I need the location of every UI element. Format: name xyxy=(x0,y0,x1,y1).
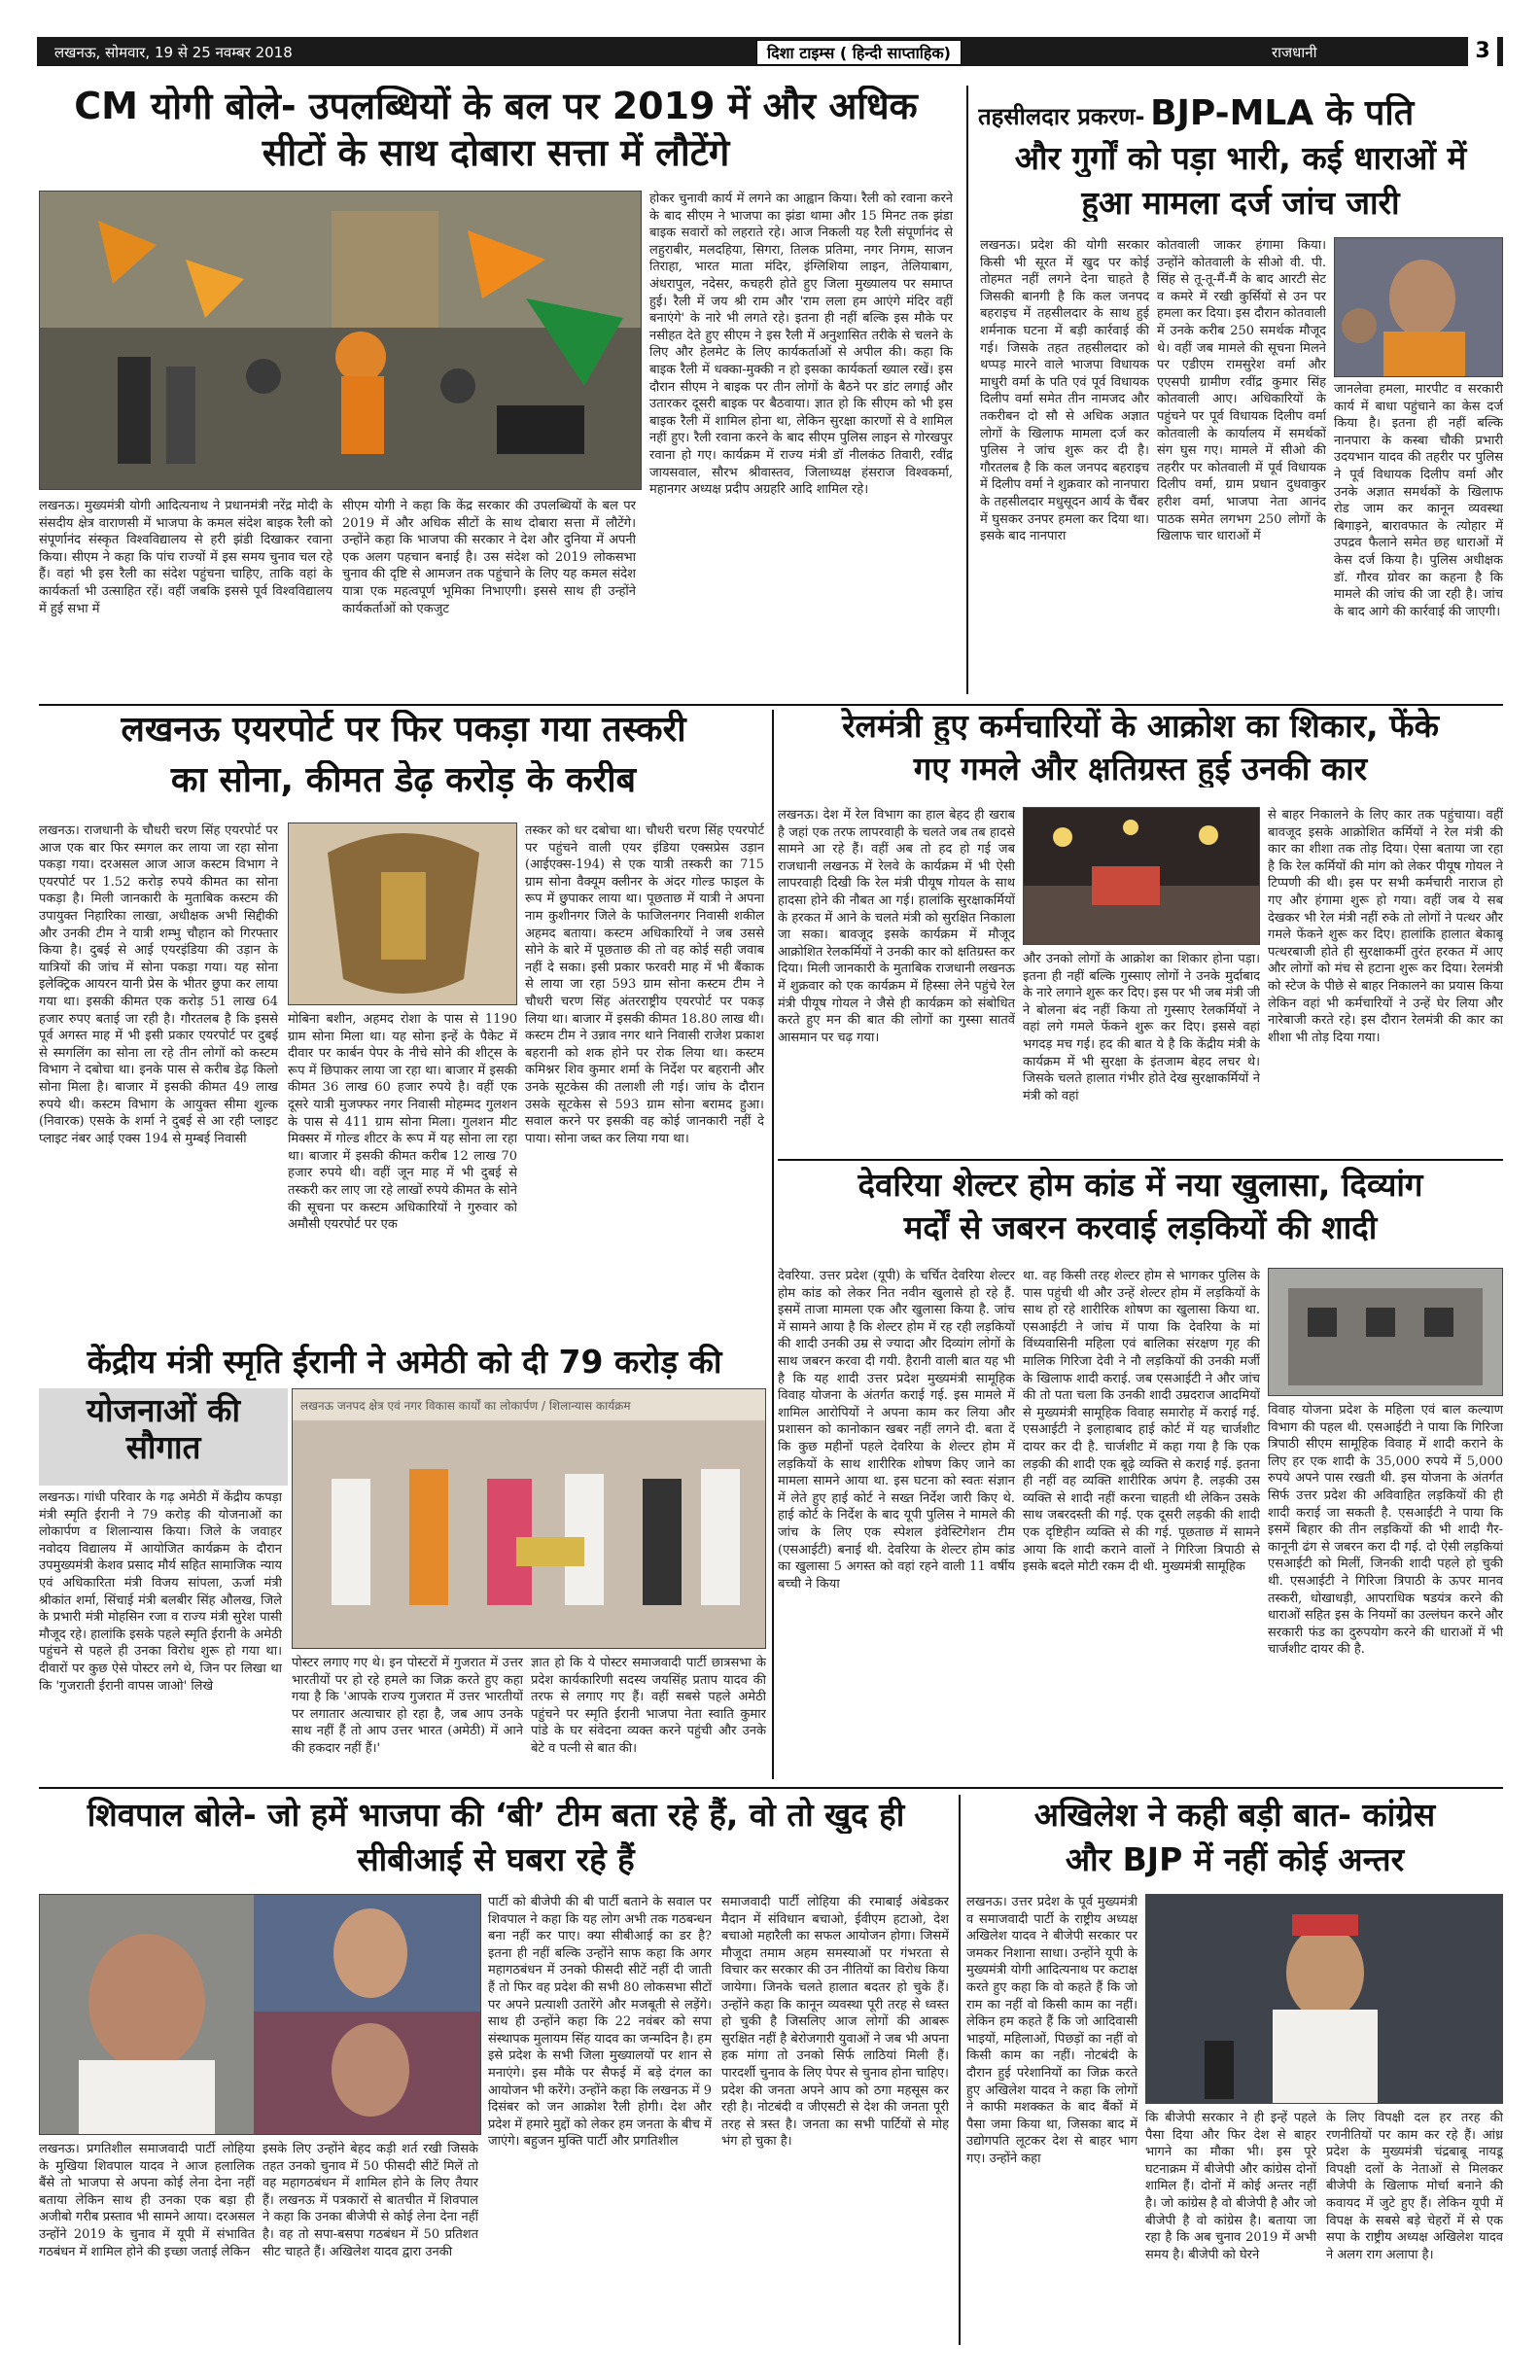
article-akhilesh-col-2: कि बीजेपी सरकार ने ही इन्हें पहले पैसा दिया और फिर देश से बाहर भागने का मौका भी। इस पूरे घटनाक्रम में बीजेपी और कांग्रेस दोनों शामिल हैं। दोनों में कोई अन्तर नहीं है। जो कांग्रेस है वो बीजेपी है और जो बीजेपी है वो कांग्रेस है। बताया जा रहा है कि अब चुनाव 2019 में अभी समय है। बीजेपी को घेरने xyxy=(1145,2111,1316,2262)
article-akhilesh-col-3: के लिए विपक्षी दल हर तरह की रणनीतियों पर काम कर रहे हैं। आंध्र प्रदेश के मुख्यमंत्री चंद्रबाबू नायडू विपक्षी दलों के नेताओं से मिलकर बीजेपी के खिलाफ मोर्चा बनाने की कवायद में जुटे हुए हैं। लेकिन यूपी में विपक्ष के सबसे बड़े चेहरों में से एक सपा के राष्ट्रीय अध्यक्ष अखिलेश यादव ने अलग राग अलापा है। xyxy=(1326,2111,1503,2262)
article-airport-gold-col-3: तस्कर को धर दबोचा था। चौधरी चरण सिंह एयरपोर्ट पर पहुंचने वाली एयर इंडिया एक्सप्रेस उड़ान (आईएक्स-194) से एक यात्री तस्करी का 715 ग्राम सोना वैक्यूम क्लीनर के अंदर गोल्ड फाइल के रूप में छुपाकर लाया था। पूछताछ में यात्री ने अपना नाम कुशीनगर जिले के फाजिलनगर निवासी शकील अहमद बताया। कस्टम अधिकारियों ने जब उससे सोने के बारे में पूछताछ की तो वह कोई सही जवाब नहीं दे सका। इसी प्रकार फरवरी माह में भी बैंकाक से लाया जा रहा 593 ग्राम सोना कस्टम टीम ने चौधरी चरण सिंह अंतरराष्ट्रीय एयरपोर्ट पर पकड़ लिया था। बाजार में इसकी कीमत 18.80 लाख थी। कस्टम टीम ने उन्नाव नगर थाने निवासी राजेश प्रकाश बहरानी को शक होने पर रोक लिया था। कस्टम कमिश्नर शिव कुमार शर्मा के निर्देश पर बहरानी और उनके सूटकेस की तलाशी ली गई। जांच के दौरान उसके सूटकेस से 593 ग्राम सोना बरामद हुआ। सवाल करने पर इसकी वह कोई जानकारी नहीं दे पाया। सोना जब्त कर लिया गया था। xyxy=(525,823,764,1146)
article-smriti-irani-headline-box xyxy=(39,1388,288,1486)
article-deoria-shelter-headline-2: मर्दों से जबरन करवाई लड़कियों की शादी xyxy=(903,1209,1378,1246)
article-smriti-irani-headline-3: सौगात xyxy=(125,1427,201,1466)
article-cm-yogi-col-3: होकर चुनावी कार्य में लगने का आह्वान किया। रैली को रवाना करने के बाद सीएम ने भाजपा का झंडा थामा और 15 मिनट तक झंडा बाइक सवारों को लहराते रहे। आज निकली यह रैली संपूर्णानंद से लहुराबीर, मलदहिया, सिगरा, तिलक प्रतिमा, नगर निगम, साजन तिराहा, भारत माता मंदिर, इंग्लिशिया लाइन, तेलियाबाग, अंधरापुल, नदेसर, कचहरी होते हुए जिला मुख्यालय पर समाप्त हुई। रैली में जय श्री राम और 'राम लला हम आएंगे मंदिर वहीं बनाएंगे' के नारे भी लगते रहे। इतना ही नहीं बल्कि इस मौके पर नसीहत देते हुए सीएम ने इस रैली में अनुशासित तरीके से चलने के लिए और हेलमेट के लिए कार्यकर्ताओं से अपील की। कहा कि बाइक रैली में धक्का-मुक्की न हो इसका कार्यकर्ता ख्याल रखें। इस दौरान सीएम ने बाइक पर तीन लोगों के बैठने पर डांट लगाई और उतारकर दूसरी बाइक पर बैठवाया। ज्ञात हो कि सीएम को भी इस बाइक रैली में शामिल होना था, लेकिन सुरक्षा कारणों से वे शामिल नहीं हुए। रैली रवाना करने के बाद सीएम पुलिस लाइन से गोरखपुर रवाना हो गए। कार्यक्रम में राज्य मंत्री डॉ नीलकंठ तिवारी, रवींद्र जायसवाल, सौरभ श्रीवास्तव, जिलाध्यक्ष हंसराज विश्वकर्मा, महानगर अध्यक्ष प्रदीप अग्रहरि आदि शामिल रहे। xyxy=(649,192,953,498)
article-tehsildar-col-1: लखनऊ। प्रदेश की योगी सरकार किसी भी सूरत में खुद पर कोई तोहमत नहीं लगने देना चाहते है जिसकी बानगी है कि कल जनपद बहराइच में तहसीलदार के साथ हुई शर्मनाक घटना में बड़ी कार्रवाई की गई। जिसके तहत तहसीलदार को थप्पड़ मारने वाले भाजपा विधायक माधुरी वर्मा के पति एवं पूर्व विधायक दिलीप वर्मा समेत तीन नामजद और तकरीबन दो सौ से अधिक अज्ञात लोगों के खिलाफ मामला दर्ज कर पुलिस ने जांच शुरू कर दी है। गौरतलब है कि कल जनपद बहराइच में दिलीप वर्मा ने शुक्रवार को नानपारा के तहसीलदार मधुसूदन आर्य के चैंबर में घुसकर उनपर हमला कर दिया था। इसके बाद नानपारा xyxy=(980,238,1149,544)
bike-rally-photo xyxy=(39,191,642,490)
article-tehsildar-col-3 xyxy=(1334,381,1503,700)
article-tehsildar-col-2: कोतवाली जाकर हंगामा किया। उन्होंने कोतवाली के सीओ वी. पी. सिंह से तू-तू-मैं-मैं के बाद आरटी सेट व कमरे में रखी कुर्सियों से उन पर हमला कर दिया। इस दौरान कोतवाली में उनके करीब 250 समर्थक मौजूद थे। वहीं जब मामले की सूचना मिलने पर एडीएम रामसुरेश वर्मा और एएसपी ग्रामीण रवींद्र कुमार सिंह कोतवाली आए। अधिकारियों के पहुंचने पर पूर्व विधायक दिलीप वर्मा कोतवाली के कार्यालय में समर्थकों संग घुस गए। मामले में सीओ की तहरीर पर कोतवाली में पूर्व विधायक दिलीप वर्मा, ग्राम प्रधान दुधवाकुर हरीश वर्मा, भाजपा नेता आनंद पाठक समेत लगभग 250 लोगों के खिलाफ चार धाराओं में xyxy=(1157,238,1326,544)
akhilesh-yadav-photo xyxy=(1145,1894,1503,2104)
column-rule-bottom xyxy=(959,1795,961,2345)
smriti-irani-event-photo xyxy=(292,1388,766,1649)
seized-gold-photo xyxy=(288,822,517,1005)
article-smriti-irani-col-1: लखनऊ। गांधी परिवार के गढ़ अमेठी में केंद्रीय कपड़ा मंत्री स्मृति ईरानी ने 79 करोड़ की योजनाओं का लोकार्पण व शिलान्यास किया। जिले के जवाहर नवोदय विद्यालय में आयोजित कार्यक्रम के दौरान उपमुख्यमंत्री केशव प्रसाद मौर्य सहित सामाजिक न्याय एवं अधिकारिता मंत्री विजय सांपला, ऊर्जा मंत्री श्रीकांत शर्मा, सिंचाई मंत्री बलबीर सिंह औलख, जिले के प्रभारी मंत्री मोहसिन रजा व राज्य मंत्री सुरेश पासी मौजूद रहे। हालांकि इसके पहले स्मृति ईरानी के अमेठी पहुंचने से पहले ही उनका विरोध शुरू हो गया था। दीवारों पर कुछ ऐसे पोस्टर लगे थे, जिन पर लिखा था कि 'गुजराती ईरानी वापस जाओ' लिखे xyxy=(39,1490,282,1694)
article-rail-minister-col-2: और उनको लोगों के आक्रोश का शिकार होना पड़ा। इतना ही नहीं बल्कि गुस्साए लोगों ने उनके मुर्दाबाद के नारे लगाने शुरू कर दिए। इस पर भी जब मंत्री जी ने बोलना बंद नहीं किया तो गुस्साए रेलकर्मियों ने वहां लगे गमले फेंकने शुरू कर दिए। इससे वहां भगदड़ मच गई। हद की बात ये है कि केंद्रीय मंत्री के कार्यक्रम में भी सुरक्षा के इंतजाम बेहद लचर थे। जिसके चलते हालात गंभीर होते देख सुरक्षाकर्मियों ने मंत्री को वहां xyxy=(1023,952,1260,1103)
section-rule-2 xyxy=(778,1159,1503,1161)
shivpal-akhilesh-mayawati-photo-illustration xyxy=(40,1895,481,2135)
article-smriti-irani-col-3: ज्ञात हो कि ये पोस्टर समाजवादी पार्टी छात्रसभा के प्रदेश कार्यकारिणी सदस्य जयसिंह प्रताप यादव की तरफ से लगाए गए हैं। वहीं सबसे पहले अमेठी पहुंचने पर स्मृति ईरानी भाजपा नेता स्वाति कुमार पांडे के घर संवेदना व्यक्त करने पहुंची और उनके बेटे व पत्नी से बात की। xyxy=(531,1656,766,1756)
shelter-home-building-photo xyxy=(1268,1268,1503,1396)
header-page-number: 3 xyxy=(1468,37,1497,66)
article-shivpal-headline-2: सीबीआई से घबरा रहे हैं xyxy=(357,1841,635,1878)
header-paper-name: दिशा टाइम्स ( हिन्दी साप्ताहिक) xyxy=(756,40,962,65)
section-rule-1 xyxy=(39,704,1503,706)
article-airport-gold-col-2-text: यह सोना इन्हें के पैकेट में दीवार पर कार्बन पेपर के नीचे सोने की शीट्स के रूप में छिपाकर लाया जा रहा था। बाजार में इसकी कीमत 36 लाख 60 हजार रुपये है। वहीं एक दूसरे यात्री मुजफ्फर नगर निवासी मोहम्मद गुलशन के पास से 411 ग्राम सोना मिला। गुलशन मीट मिक्सर में गोल्ड शीटर के रूप में यह सोना ला रहा था। बाजार में इसकी कीमत करीब 12 लाख 70 हजार रुपये थी। वहीं जून माह में भी दुबई से तस्करी कर लाए जा रहे लाखों रुपये कीमत के सोने की सूचना पर कस्टम अधिकारियों ने गुरुवार को अमौसी एयरपोर्ट पर एक xyxy=(288,1029,517,1233)
article-shivpal-col-3: पार्टी को बीजेपी की बी पार्टी बताने के सवाल पर शिवपाल ने कहा कि यह लोग अभी तक गठबन्धन बना नहीं कर पाए। क्या सीबीआई का डर है? इतना ही नहीं बल्कि उन्होंने साफ कहा कि अगर महागठबंधन में उनको फीसदी सीटें नहीं दी जाती हैं तो फिर वह प्रदेश की सभी 80 लोकसभा सीटों पर अपने प्रत्याशी उतारेंगे और मजबूती से लड़ेंगे। साथ ही उन्होंने कहा कि 22 नवंबर को सपा संस्थापक मुलायम सिंह यादव का जन्मदिन है। हम इसे प्रदेश के सभी जिला मुख्यालयों पर शान से मनाएंगे। इस मौके पर सैफई में बड़े दंगल का आयोजन भी करेंगे। उन्होंने कहा कि लखनऊ में 9 दिसंबर को जन आक्रोश रैली होगी। देश और प्रदेश में हमारे मुद्दों को लेकर हम जनता के बीच में जाएंगे। बहुजन मुक्ति पार्टी और प्रगतिशील xyxy=(488,1895,712,2150)
article-smriti-irani-headline-2: योजनाओं की xyxy=(86,1391,241,1429)
shelter-home-building-photo-illustration xyxy=(1269,1269,1503,1396)
article-deoria-shelter-col-2: था. वह किसी तरह शेल्टर होम से भागकर पुलिस के पास पहुंची थी और उन्हें शेल्टर होम में लड़कियों के साथ हो रहे शारीरिक शोषण का खुलासा किया था. एसआईटी ने जांच में पाया कि देवरिया के मां विंध्यवासिनी महिला एवं बालिका संरक्षण गृह की मालिक गिरिजा देवी ने नौ लड़कियों की उनकी मर्जी के खिलाफ शादी कराई. जब एसआईटी ने और जांच की तो पता चला कि उनकी शादी उम्रदराज आदमियों से मुख्यमंत्री सामूहिक विवाह समारोह में कराई गई. एसआईटी ने इलाहाबाद हाई कोर्ट में यह चार्जशीट दायर कर दी है. चार्जशीट में कहा गया है कि एक लड़की की शादी एक बूढ़े व्यक्ति से कराई गई. इतना ही नहीं वह व्यक्ति शारीरिक अपंग है. लड़की उस व्यक्ति से शादी नहीं करना चाहती थी लेकिन उसके साथ जबरदस्ती की गई. एक दूसरी लड़की की शादी एक दृष्टिहीन व्यक्ति से की गई. पूछताछ में सामने आया कि शादी कराने वालों ने गिरिजा त्रिपाठी से इसके बदले मोटी रकम दी थी. मुख्यमंत्री सामूहिक xyxy=(1023,1269,1260,1575)
article-cm-yogi-headline-1: CM योगी बोले- उपलब्धियों के बल पर 2019 में और अधिक xyxy=(74,86,918,127)
article-smriti-irani-headline-1: केंद्रीय मंत्री स्मृति ईरानी ने अमेठी को दी 79 करोड़ की xyxy=(87,1344,722,1381)
bjp-mla-husband-photo-illustration xyxy=(1335,238,1503,377)
article-akhilesh-col-1: लखनऊ। उत्तर प्रदेश के पूर्व मुख्यमंत्री व समाजवादी पार्टी के राष्ट्रीय अध्यक्ष अखिलेश यादव ने बीजेपी सरकार पर जमकर निशाना साधा। उन्होंने यूपी के मुख्यमंत्री योगी आदित्यनाथ पर कटाक्ष करते हुए कहा कि वो कहते हैं कि जो राम का नहीं वो किसी काम का नहीं। लेकिन हम कहते हैं कि जो आदिवासी भाइयों, महिलाओं, पिछड़ों का नहीं वो किसी काम का नहीं। नोटबंदी के दौरान हुई परेशानियों का जिक्र करते हुए अखिलेश यादव ने कहा कि लोगों ने काफी मशक्कत के बाद बैंकों में पैसा जमा किया था, जिसका बाद में उद्योगपति लूटकर देश से बाहर भाग गए। उन्होंने कहा xyxy=(966,1895,1138,2166)
bike-rally-photo-illustration xyxy=(40,192,642,490)
article-akhilesh-headline-2: और BJP में नहीं कोई अन्तर xyxy=(1065,1841,1405,1878)
article-smriti-irani-col-2: पोस्टर लगाए गए थे। इन पोस्टरों में गुजरात में उत्तर भारतीयों पर हो रहे हमले का जिक्र करते हुए कहा गया है कि 'आपके राज्य गुजरात में उत्तर भारतीयों पर लगातार अत्याचार हो रहा है, जब आप उनके साथ नहीं हैं तो आप उत्तर भारत (अमेठी) में आने की हकदार नहीं हैं।' xyxy=(292,1656,523,1756)
article-tehsildar-headline-line-1 xyxy=(978,93,1503,133)
article-airport-gold-headline-1: लखनऊ एयरपोर्ट पर फिर पकड़ा गया तस्करी xyxy=(121,710,686,750)
seized-gold-photo-illustration xyxy=(289,823,517,1005)
rail-minister-protest-photo-illustration xyxy=(1024,808,1260,945)
rail-minister-protest-photo xyxy=(1023,807,1260,945)
article-shivpal-headline-1: शिवपाल बोले- जो हमें भाजपा की ‘बी’ टीम बता रहे हैं, वो तो खुद ही xyxy=(87,1797,905,1834)
column-rule-top xyxy=(966,86,968,694)
article-tehsildar-headline-3: हुआ मामला दर्ज जांच जारी xyxy=(1081,185,1400,222)
header-section: राजधानी xyxy=(1272,44,1317,61)
column-rule-middle xyxy=(772,710,774,1779)
article-cm-yogi-headline-2: सीटों के साथ दोबारा सत्ता में लौटेंगे xyxy=(262,132,730,174)
article-airport-gold-photo-caption: मोबिना बशीन, अहमद रोशा के पास से 1190 ग्राम सोना मिला था। xyxy=(288,1012,517,1044)
article-deoria-shelter-col-3: विवाह योजना प्रदेश के महिला एवं बाल कल्याण विभाग की पहल थी. एसआईटी ने पाया कि गिरिजा त्रिपाठी सीएम सामूहिक विवाह में शादी कराने के लिए हर एक शादी के 35,000 रुपये में 5,000 रुपये अपने पास रखती थी. इस योजना के अंतर्गत सिर्फ उत्तर प्रदेश की अविवाहित लड़कियों की ही शादी कराई जा सकती है. एसआईटी ने पाया कि इसमें बिहार की तीन लड़कियों की भी शादी गैर-कानूनी ढंग से जबरन करा दी गई. दो ऐसी लड़कियां एसआईटी को मिलीं, जिनकी शादी पहले हो चुकी थी. एसआईटी ने गिरिजा त्रिपाठी के ऊपर मानव तस्करी, धोखाधड़ी, आपराधिक षडयंत्र करने की धाराओं सहित इस के नियमों का उल्लंघन करने और सरकारी फंड का दुरुपयोग करने की धाराओं में भी चार्जशीट दायर की है. xyxy=(1268,1403,1503,1658)
article-rail-minister-headline-1: रेलमंत्री हुए कर्मचारियों के आक्रोश का शिकार, फेंके xyxy=(842,708,1439,745)
header-bar xyxy=(37,37,1503,66)
article-tehsildar-photo-caption: जानलेवा हमला, मारपीट व सरकारी कार्य में बाधा पहुंचाने का केस दर्ज किया है। xyxy=(1334,382,1503,432)
article-rail-minister-headline-2: गए गमले और क्षतिग्रस्त हुई उनकी कार xyxy=(913,751,1368,788)
smriti-irani-event-banner: लखनऊ जनपद क्षेत्र एवं नगर विकास कार्यों का लोकार्पण / शिलान्यास कार्यक्रम xyxy=(293,1389,766,1420)
article-rail-minister-col-3: से बाहर निकालने के लिए कार तक पहुंचाया। वहीं बावजूद इसके आक्रोशित कर्मियों ने रेल मंत्री की कार का शीशा तक तोड़ दिया। ऐसा बताया जा रहा है कि रेल कर्मियों की मांग को लेकर पीयूष गोयल ने टिप्पणी की थी। इस पर सभी कर्मचारी नाराज हो गए और हंगामा शुरू हो गया। वहीं जब ये सब देखकर भी रेल मंत्री नहीं रुके तो लोगों ने पत्थर और गमले फेंकने शुरू कर दिए। हालांकि हालात बेकाबू पत्थरबाजी होते ही सुरक्षाकर्मी तुरंत हरकत में आए और लोगों को मंच से हटाना शुरू कर दिया। रेलमंत्री को स्टेज के पीछे से बाहर निकालने का प्रयास किया लेकिन वहां भी कर्मचारियों ने उन्हें घेर लिया और नारेबाजी करते रहे। इस दौरान रेलमंत्री की कार का शीशा भी तोड़ दिया गया। xyxy=(1268,808,1503,1045)
article-tehsildar-col-3-text: इतना ही नहीं बल्कि नानपारा के कस्बा चौकी प्रभारी उदयभान यादव की तहरीर पर पुलिस ने पूर्व विधायक दिलीप वर्मा और उनके अज्ञात समर्थकों के खिलाफ रोड जाम कर कानून व्यवस्था बिगाड़ने, बारावफात के त्योहार में उपद्रव फैलाने समेत छह धाराओं में केस दर्ज किया है। पुलिस अधीक्षक डॉ. गौरव ग्रोवर का कहना है कि मामले की जांच की जा रही है। जांच के बाद आगे की कार्रवाई की जाएगी। xyxy=(1334,416,1503,619)
article-shivpal-col-4: समाजवादी पार्टी लोहिया की रमाबाई अंबेडकर मैदान में संविधान बचाओ, ईवीएम हटाओ, देश बचाओ महारैली का सफल आयोजन होगा। जिसमें मौजूदा तमाम अहम समस्याओं पर गंभरता से विचार कर सरकार की उन नीतियों का विरोध किया जायेगा। जिनके चलते हालात बदतर हो चुके हैं। उन्होंने कहा कि कानून व्यवस्था पूरी तरह से ध्वस्त हो चुकी है जिसलिए आज लोगों की आबरू सुरक्षित नहीं है बेरोजगारी युवाओं ने जब भी अपना हक मांगा तो उनको सिर्फ लाठियां मिली हैं। पारदर्शी चुनाव के लिए पेपर से चुनाव होना चाहिए। प्रदेश की जनता अपने आप को ठगा महसूस कर रही है। नोटबंदी व जीएसटी से देश की जनता पूरी तरह से त्रस्त है। जनता का सभी पार्टियों से मोह भंग हो चुका है। xyxy=(721,1895,949,2150)
shivpal-akhilesh-mayawati-photo xyxy=(39,1894,481,2135)
article-akhilesh-headline-1: अखिलेश ने कही बड़ी बात- कांग्रेस xyxy=(1033,1797,1436,1834)
article-airport-gold-col-1: लखनऊ। राजधानी के चौधरी चरण सिंह एयरपोर्ट पर आज एक बार फिर स्मगल कर लाया जा रहा सोना पकड़ा गया। दरअसल आज आज कस्टम विभाग ने एयरपोर्ट पर 1.52 करोड़ रुपये कीमत का सोना पकड़ा है। मिली जानकारी के मुताबिक कस्टम की उपायुक्त निहारिका लाखा, अधीक्षक अभी सिद्दीकी और उनकी टीम ने यात्री शम्भु चौहान को गिरफ्तार किया है। दुबई से आई एयरइंडिया की उड़ान के यात्रियों की जांच में सोना पकड़ा गया। यह सोना इलेक्ट्रिक आयरन यानी प्रेस के भीतर छुपा कर लाया गया था। इसकी कीमत एक करोड़ 51 लाख 64 हजार रुपए बताई जा रही है। गौरतलब है कि इससे पूर्व अगस्त माह में भी इसी प्रकार एयरपोर्ट पर दुबई से स्मगलिंग का सोना ला रहे तीन लोगों को कस्टम विभाग ने दबोचा था। इनके पास से करीब डेढ़ किलो सोना मिला है। बाजार में इसकी कीमत 49 लाख रुपये थी। कस्टम विभाग के आयुक्त सीमा शुल्क (निवारक) एसके के शर्मा ने दुबई से आ रही प्लाइट प्लाइट नंबर आई एक्स 194 से मुम्बई निवासी xyxy=(39,823,278,1146)
article-deoria-shelter-headline-1: देवरिया शेल्टर होम कांड में नया खुलासा, दिव्यांग xyxy=(858,1167,1423,1204)
article-shivpal-col-1: लखनऊ। प्रगतिशील समाजवादी पार्टी लोहिया के मुखिया शिवपाल यादव ने आज हलालिक बैंसे तो भाजपा से अपना कोई लेना देना नहीं बताया लेकिन साथ ही उनका एक बड़ा ही अजीबो गरीब प्रस्ताव भी सामने आया। दरअसल उन्होंने 2019 के चुनाव में यूपी में संभावित गठबंधन में शामिल होने की इच्छा जताई लेकिन xyxy=(39,2142,255,2259)
article-airport-gold-headline-2: का सोना, कीमत डेढ़ करोड़ के करीब xyxy=(170,760,637,800)
article-deoria-shelter-col-1: देवरिया. उत्तर प्रदेश (यूपी) के चर्चित देवरिया शेल्टर होम कांड को लेकर नित नवीन खुलासे हो रहे हैं. इसमें ताजा मामला एक और खुलासा किया है. जांच में सामने आया है कि शेल्टर होम में रह रही लड़कियों की शादी उनकी उम्र से ज्यादा और दिव्यांग लोगों के साथ जबरन करवा दी गयी. हैरानी वाली बात यह भी है कि यह शादी उत्तर प्रदेश मुख्यमंत्री सामूहिक विवाह योजना के अंतर्गत कराई गई. इस मामले में शामिल आरोपियों ने अपना काम कर लिया और प्रशासन को कानोकान खबर नहीं लगने दी. बता दें कि कुछ महीनों पहले देवरिया के शेल्टर होम में लड़कियों के साथ शारीरिक शोषण किए जाने का मामला सामने आया था. इस घटना को स्वतः संज्ञान में लेते हुए हाई कोर्ट ने सख्त निर्देश जारी किए थे. हाई कोर्ट के निर्देश के बाद यूपी पुलिस ने मामले की जांच के लिए एक स्पेशल इंवेस्टिगेशन टीम (एसआईटी) बनाई थी. देवरिया के शेल्टर होम कांड का खुलासा 5 अगस्त को वहां रहने वाली 11 वर्षीय बच्ची ने किया xyxy=(778,1269,1015,1592)
article-rail-minister-col-1: लखनऊ। देश में रेल विभाग का हाल बेहद ही खराब है जहां एक तरफ लापरवाही के चलते जब तब हादसे सामने आ रहे हैं। वहीं अब तो हद हो गई जब राजधानी लखनऊ में रेलवे के कार्यक्रम में भी ऐसी लापरवाही दिखी कि रेल मंत्री पीयूष गोयल के साथ हादसा होने की नौबत आ गई। हालांकि सुरक्षाकर्मियों के हरकत में आने के चलते मंत्री को सुरक्षित निकाला जा सका। बावजूद इसके कार्यक्रम में मौजूद आक्रोशित रेलकर्मियों ने उनकी कार को क्षतिग्रस्त कर दिया। मिली जानकारी के मुताबिक राजधानी लखनऊ में शुक्रवार को एक कार्यक्रम में हिस्सा लेने पहुंचे रेल मंत्री पीयूष गोयल ने जैसे ही कार्यक्रम को संबोधित करते हुए मन की बात की लोगों का गुस्सा सातवें आसमान पर चढ़ गया। xyxy=(778,808,1015,1045)
article-tehsildar-prefix: तहसीलदार प्रकरण- xyxy=(978,103,1145,130)
article-tehsildar-headline-1: BJP-MLA के पति xyxy=(1150,93,1415,133)
article-cm-yogi-col-1: लखनऊ। मुख्यमंत्री योगी आदित्यनाथ ने प्रधानमंत्री नरेंद्र मोदी के संसदीय क्षेत्र वाराणसी में भाजपा के कमल संदेश बाइक रैली को संपूर्णानंद संस्कृत विश्वविद्यालय से हरी झंडी दिखाकर रवाना किया। सीएम ने कहा कि पांच राज्यों में इस समय चुनाव चल रहे हैं। वहां भी इस रैली का संदेश पहुंचना चाहिए, ताकि वहां के कार्यकर्ता भी उत्साहित रहें। वहीं जबकि इससे पूर्व विश्वविद्यालय में हुई सभा में xyxy=(39,499,332,616)
article-airport-gold-col-2 xyxy=(288,1011,517,1336)
section-rule-3 xyxy=(39,1787,1503,1789)
header-date: लखनऊ, सोमवार, 19 से 25 नवम्बर 2018 xyxy=(54,44,293,61)
akhilesh-yadav-photo-illustration xyxy=(1146,1895,1503,2104)
article-shivpal-col-2: इसके लिए उन्होंने बेहद कड़ी शर्त रखी जिसके तहत उनको चुनाव में 50 फीसदी सीटें मिलें तो वह महागठबंधन में शामिल होने के लिए तैयार हैं। लखनऊ में पत्रकारों से बातचीत में शिवपाल ने कहा कि उनका बीजेपी से कोई लेना देना नहीं है। वह तो सपा-बसपा गठबंधन में 50 प्रतिशत सीट चाहते हैं। अखिलेश यादव द्वारा उनकी xyxy=(262,2142,478,2259)
article-tehsildar-headline-2: और गुर्गों को पड़ा भारी, कई धाराओं में xyxy=(1014,140,1467,177)
smriti-irani-event-photo-illustration xyxy=(293,1420,766,1649)
article-cm-yogi-col-2: सीएम योगी ने कहा कि केंद्र सरकार की उपलब्धियों के बल पर 2019 में और अधिक सीटों के साथ दोबारा सत्ता में लौटेंगे। उन्होंने कहा कि भाजपा की सरकार ने देश और दुनिया में अपनी एक अलग पहचान बनाई है। उस संदेश को 2019 लोकसभा चुनाव की दृष्टि से आमजन तक पहुंचाने के लिए यह कमल संदेश यात्रा एक महत्वपूर्ण भूमिका निभाएगी। इससे साथ ही उन्होंने कार्यकर्ताओं को एकजुट xyxy=(342,499,636,616)
bjp-mla-husband-photo xyxy=(1334,237,1503,377)
